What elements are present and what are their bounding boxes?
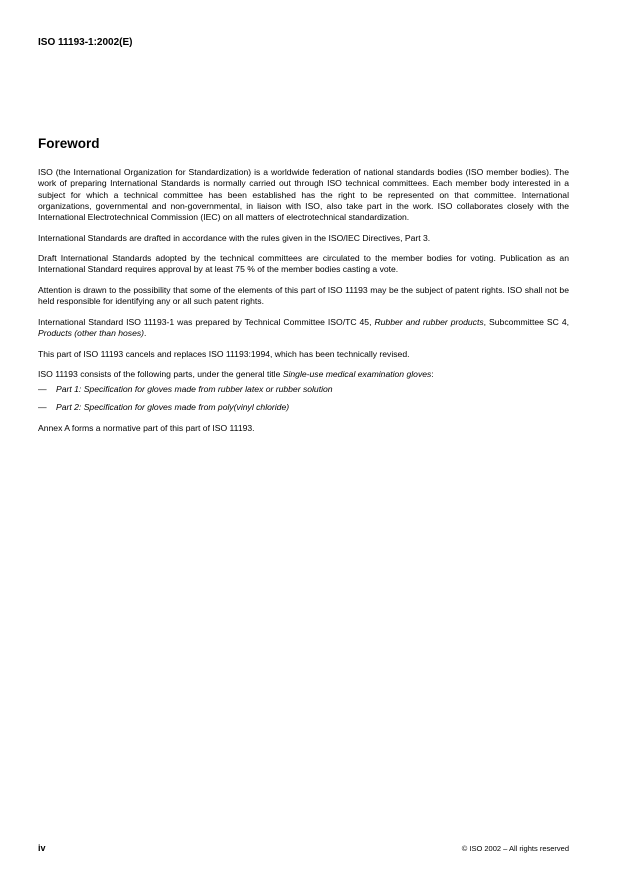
- paragraph-directives: International Standards are drafted in accordance with the rules given in the ISO/IEC Directives, Part 3.: [38, 232, 431, 243]
- paragraph-annex: Annex A forms a normative part of this part of ISO 11193.: [38, 422, 255, 433]
- page-number: iv: [38, 843, 46, 853]
- foreword-body: [38, 167, 569, 443]
- list-dash: —: [38, 384, 47, 395]
- list-dash: —: [38, 401, 47, 412]
- list-item: [38, 384, 569, 395]
- paragraph-revision: This part of ISO 11193 cancels and replaces ISO 11193:1994, which has been technically revised.: [38, 348, 410, 359]
- paragraph-committee: [38, 317, 569, 340]
- paragraph-patent-rights: Attention is drawn to the possibility that some of the elements of this part of ISO 11193 may be the subject of patent rights. ISO shall not be held responsible for identifying any or all such patent rights.: [38, 284, 569, 307]
- parts-intro-colon: :: [431, 368, 434, 379]
- page-title: Foreword: [38, 136, 100, 151]
- paragraph-voting: Draft International Standards adopted by the technical committees are circulated to the member bodies for voting. Publication as an International Standard requires approval by at least 75 % of the member bodies casting a vote.: [38, 253, 569, 275]
- list-item: [38, 402, 569, 413]
- list-item-text: Part 1: Specification for gloves made from rubber latex or rubber solution: [56, 384, 333, 395]
- subcommittee-title: Products (other than hoses): [38, 328, 145, 339]
- paragraph-parts-intro: [38, 369, 569, 380]
- committee-text: International Standard ISO 11193-1 was prepared by Technical Committee ISO/TC 45,: [38, 316, 375, 327]
- list-item-text: Part 2: Specification for gloves made from poly(vinyl chloride): [56, 401, 290, 412]
- document-id-header: ISO 11193-1:2002(E): [38, 37, 133, 48]
- subcommittee-text: , Subcommittee SC 4,: [483, 316, 569, 327]
- parts-intro-text: ISO 11193 consists of the following parts, under the general title: [38, 368, 283, 379]
- committee-period: .: [144, 328, 147, 339]
- committee-title: Rubber and rubber products: [374, 316, 484, 327]
- copyright-notice: © ISO 2002 – All rights reserved: [461, 844, 569, 853]
- paragraph-iso-description: ISO (the International Organization for Standardization) is a worldwide federation of national standards bodies (ISO member bodies). The work of preparing International Standards is normally carried out through ISO technical committees. Each member body interested in a subject for which a technical committee has been established has the right to be represented on that committee. International organizations, governmental and non-governmental, in liaison with ISO, also take part in the work. ISO collaborates closely with the International Electrotechnical Commission (IEC) on all matters of electrotechnical standardization.: [38, 167, 569, 223]
- general-title: Single-use medical examination gloves: [282, 368, 432, 379]
